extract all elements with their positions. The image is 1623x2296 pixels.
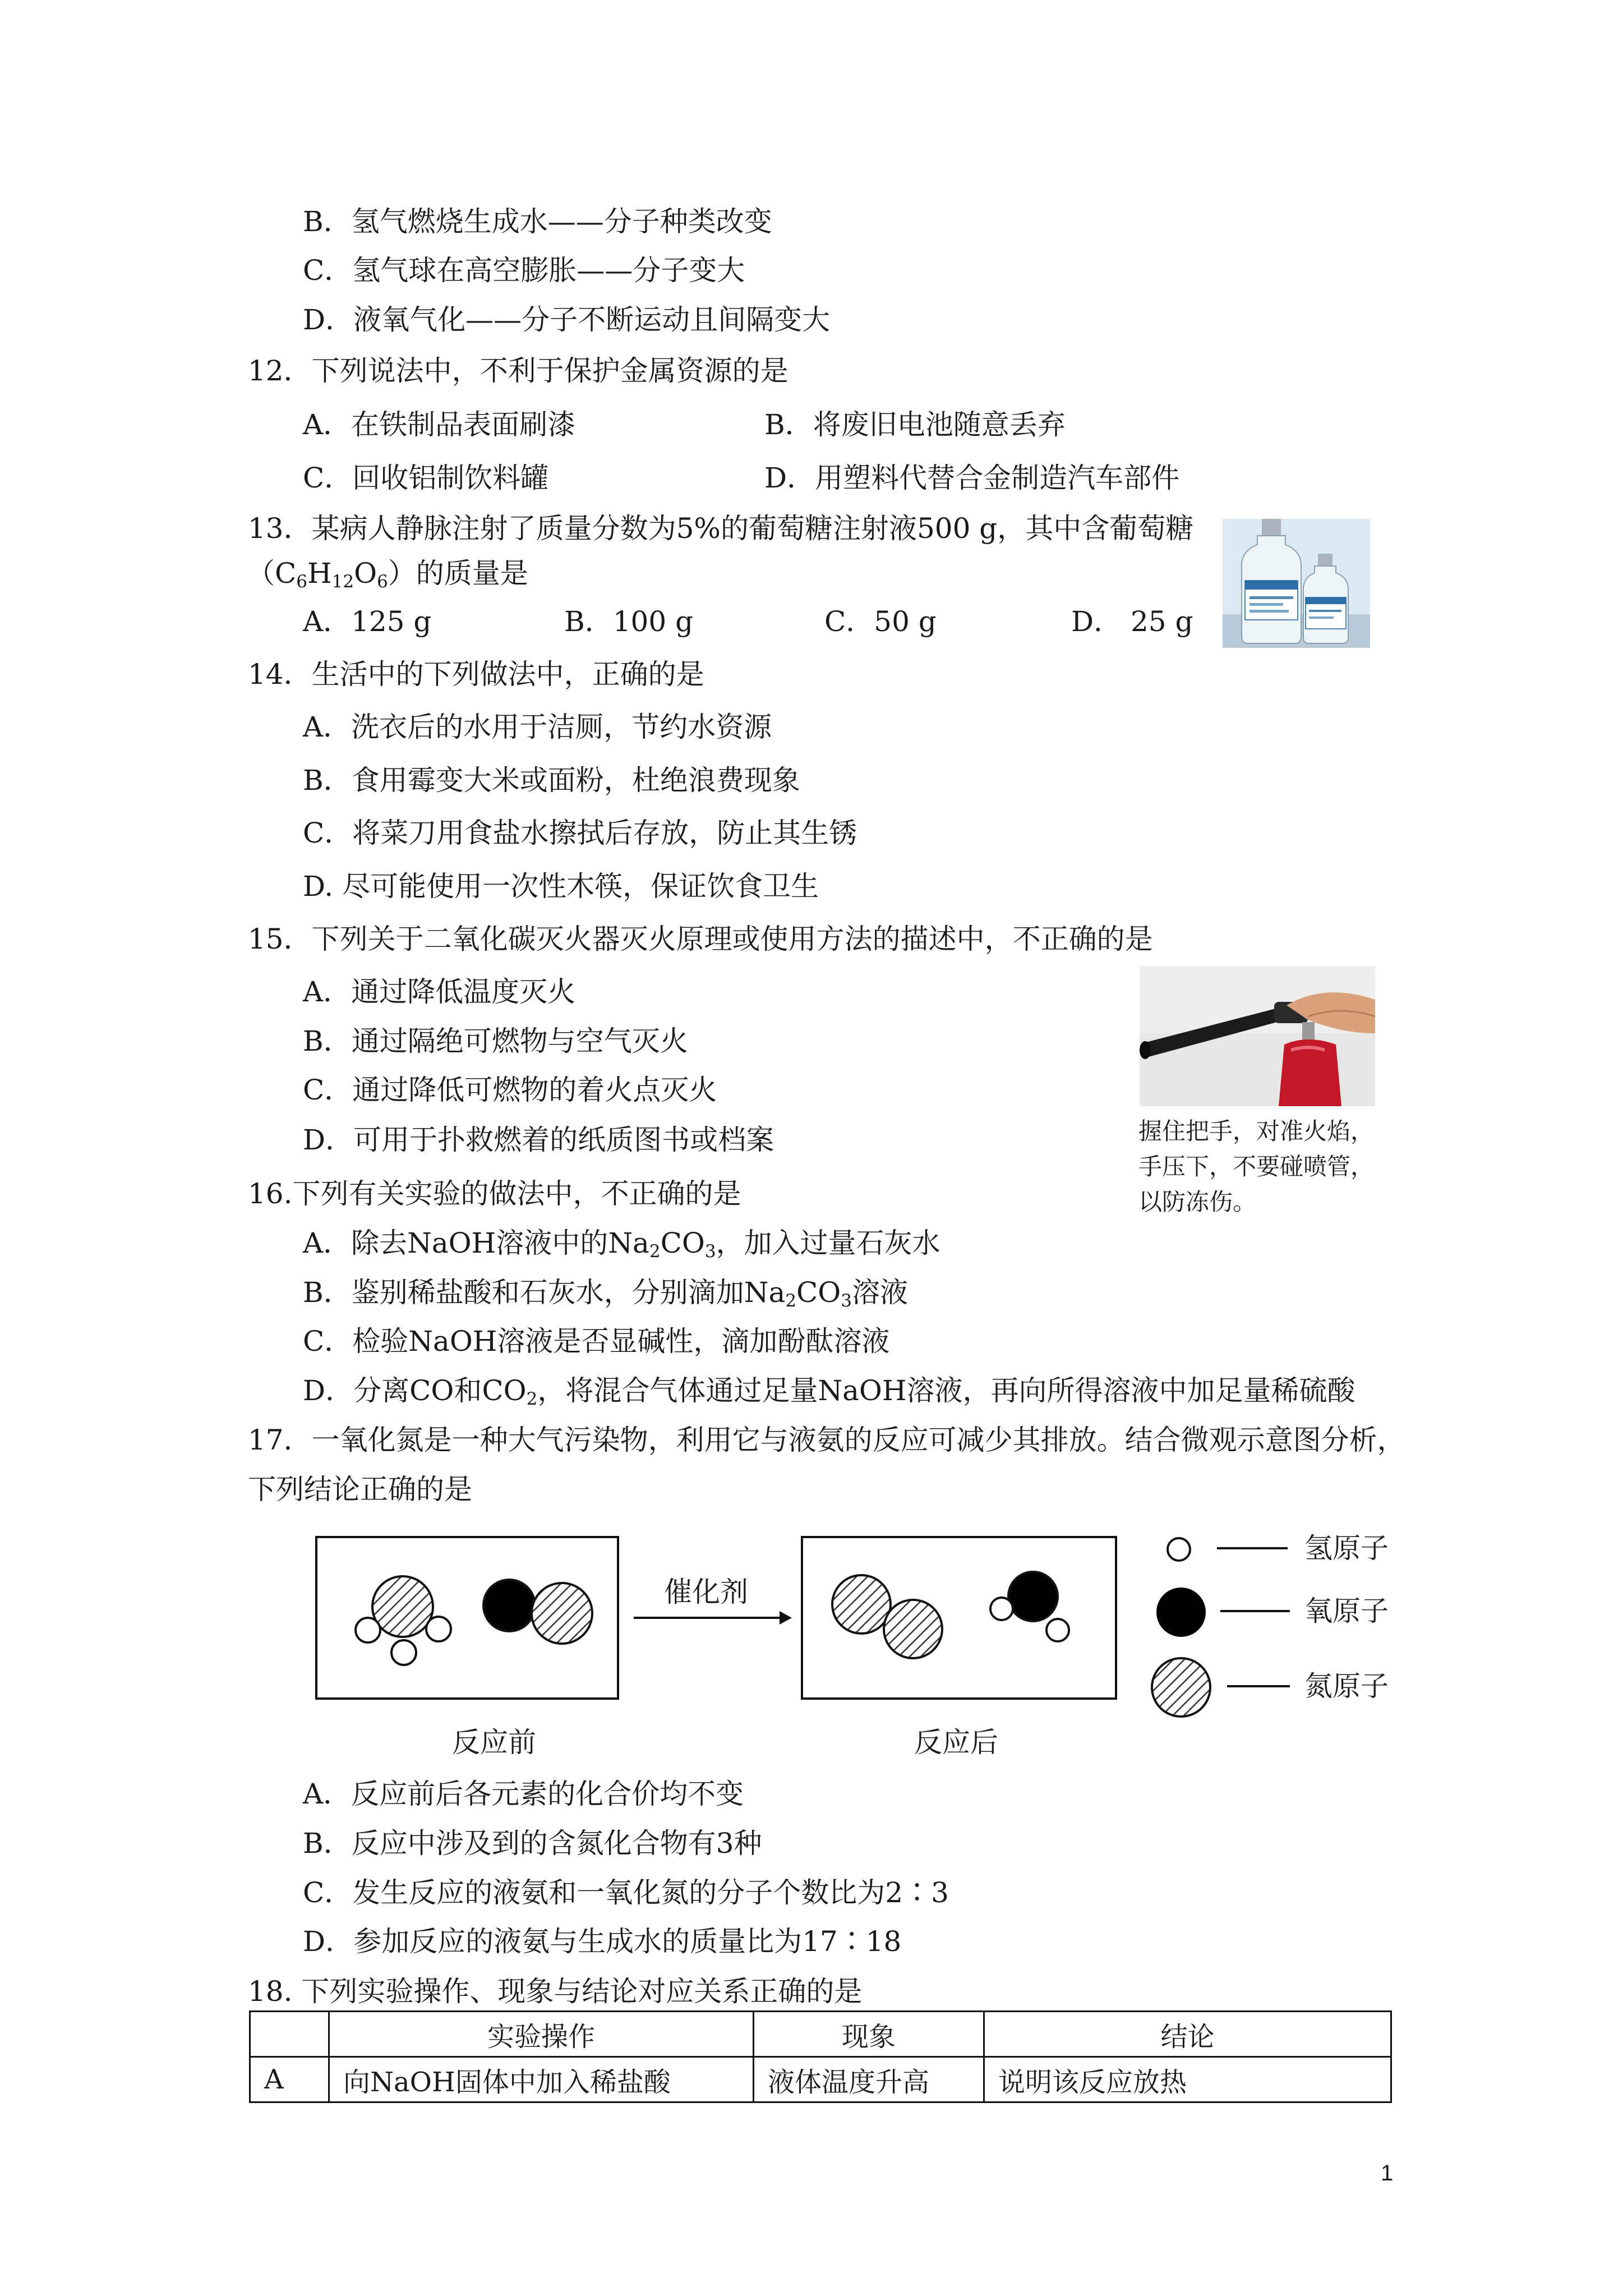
- table-cell: 向NaOH固体中加入稀盐酸: [329, 2057, 754, 2102]
- legend-nitrogen-icon: [1152, 1658, 1210, 1717]
- legend-hydrogen-label: 氢原子: [1304, 1532, 1389, 1565]
- q16-option-d: D．分离CO和$CO_2$，将混合气体通过足量NaOH溶液，再向所得溶液中加足量稀硫酸: [303, 1374, 1355, 1409]
- table-cell: A: [250, 2057, 329, 2102]
- extinguisher-caption-line3: 以防冻伤。: [1138, 1188, 1257, 1216]
- table-header-cell: 现象: [754, 2012, 984, 2057]
- q15-option-c: C．通过降低可燃物的着火点灭火: [303, 1074, 717, 1106]
- q15-stem: 15．下列关于二氧化碳灭火器灭火原理或使用方法的描述中，不正确的是: [248, 923, 1153, 955]
- q12-option-a: A．在铁制品表面刷漆: [303, 408, 576, 441]
- q12-option-b: B．将废旧电池随意丢弃: [764, 408, 1066, 441]
- q17-option-d: D．参加反应的液氨与生成水的质量比为17∶18: [303, 1925, 902, 1958]
- catalyst-label: 催化剂: [664, 1576, 748, 1608]
- q13-option-d: D． 25 g: [1071, 605, 1193, 638]
- legend-hydrogen-icon: [1168, 1538, 1190, 1561]
- page-number: 1: [1381, 2161, 1394, 2185]
- q16-option-a: A．除去NaOH溶液中的$Na_2CO_3$，加入过量石灰水: [303, 1227, 940, 1262]
- q11-option-c: C．氢气球在高空膨胀——分子变大: [303, 254, 745, 287]
- table-header-row: [250, 2012, 1391, 2057]
- q12-option-c: C．回收铝制饮料罐: [303, 462, 549, 494]
- q17-option-b: B．反应中涉及到的含氮化合物有3种: [303, 1827, 762, 1860]
- legend-nitrogen-label: 氮原子: [1304, 1670, 1389, 1703]
- arrow-head: [780, 1611, 792, 1625]
- q15-option-b: B．通过隔绝可燃物与空气灭火: [303, 1025, 688, 1057]
- q13-option-b: B．100 g: [564, 605, 694, 638]
- q17-option-a: A．反应前后各元素的化合价均不变: [303, 1778, 744, 1810]
- after-label: 反应后: [914, 1726, 998, 1759]
- legend-oxygen-label: 氧原子: [1304, 1595, 1389, 1627]
- q14-option-d: D. 尽可能使用一次性木筷，保证饮食卫生: [303, 870, 819, 903]
- q12-option-d: D．用塑料代替合金制造汽车部件: [764, 462, 1180, 494]
- extinguisher-caption-line2: 手压下，不要碰喷管，: [1138, 1153, 1375, 1180]
- q13-stem-line2: $(C_6H_{12}O_6)$的质量是: [247, 557, 528, 592]
- extinguisher-caption-line1: 握住把手，对准火焰，: [1138, 1117, 1375, 1145]
- q12-stem: 12．下列说法中，不利于保护金属资源的是: [248, 355, 789, 387]
- experiment-table: [249, 2010, 1392, 2103]
- q13-option-a: A．125 g: [303, 605, 432, 638]
- q14-option-c: C．将菜刀用食盐水擦拭后存放，防止其生锈: [303, 817, 857, 849]
- q16-stem: 16.下列有关实验的做法中，不正确的是: [248, 1177, 741, 1210]
- table-header-cell: [250, 2012, 329, 2057]
- q15-option-a: A．通过降低温度灭火: [303, 976, 576, 1008]
- q16-option-c: C．检验NaOH溶液是否显碱性，滴加酚酞溶液: [303, 1325, 890, 1358]
- nitric-oxide-molecule: [483, 1580, 592, 1644]
- q14-option-a: A．洗衣后的水用于洁厕，节约水资源: [303, 711, 772, 743]
- table-header-cell: 结论: [984, 2012, 1391, 2057]
- q14-stem: 14．生活中的下列做法中，正确的是: [248, 658, 704, 691]
- q11-option-b: B．氢气燃烧生成水——分子种类改变: [303, 205, 772, 238]
- table-row: [250, 2057, 1391, 2102]
- q17-stem-line1: 17．一氧化氮是一种大气污染物，利用它与液氨的反应可减少其排放。结合微观示意图分析，: [248, 1424, 1405, 1456]
- q18-stem: 18. 下列实验操作、现象与结论对应关系正确的是: [248, 1975, 863, 2008]
- q17-option-c: C．发生反应的液氨和一氧化氮的分子个数比为2∶3: [303, 1876, 949, 1909]
- before-label: 反应前: [452, 1726, 536, 1759]
- legend: [1152, 1538, 1290, 1717]
- ammonia-molecule: [356, 1576, 451, 1665]
- q16-option-b: B．鉴别稀盐酸和石灰水，分别滴加$Na_2CO_3$溶液: [303, 1276, 909, 1311]
- nitrogen-molecule: [832, 1575, 942, 1658]
- q13-option-c: C．50 g: [824, 605, 937, 638]
- q17-stem-line2: 下列结论正确的是: [248, 1473, 472, 1506]
- water-molecule: [990, 1572, 1069, 1641]
- q11-option-d: D．液氧气化——分子不断运动且间隔变大: [303, 303, 831, 336]
- q13-stem-line1: 13．某病人静脉注射了质量分数为5%的葡萄糖注射液500 g，其中含葡萄糖: [248, 512, 1194, 545]
- legend-oxygen-icon: [1156, 1588, 1206, 1637]
- q14-option-b: B．食用霉变大米或面粉，杜绝浪费现象: [303, 764, 800, 797]
- table-cell: 液体温度升高: [754, 2057, 984, 2102]
- table-header-cell: 实验操作: [329, 2012, 754, 2057]
- q15-option-d: D．可用于扑救燃着的纸质图书或档案: [303, 1124, 774, 1156]
- table-cell: 说明该反应放热: [984, 2057, 1391, 2102]
